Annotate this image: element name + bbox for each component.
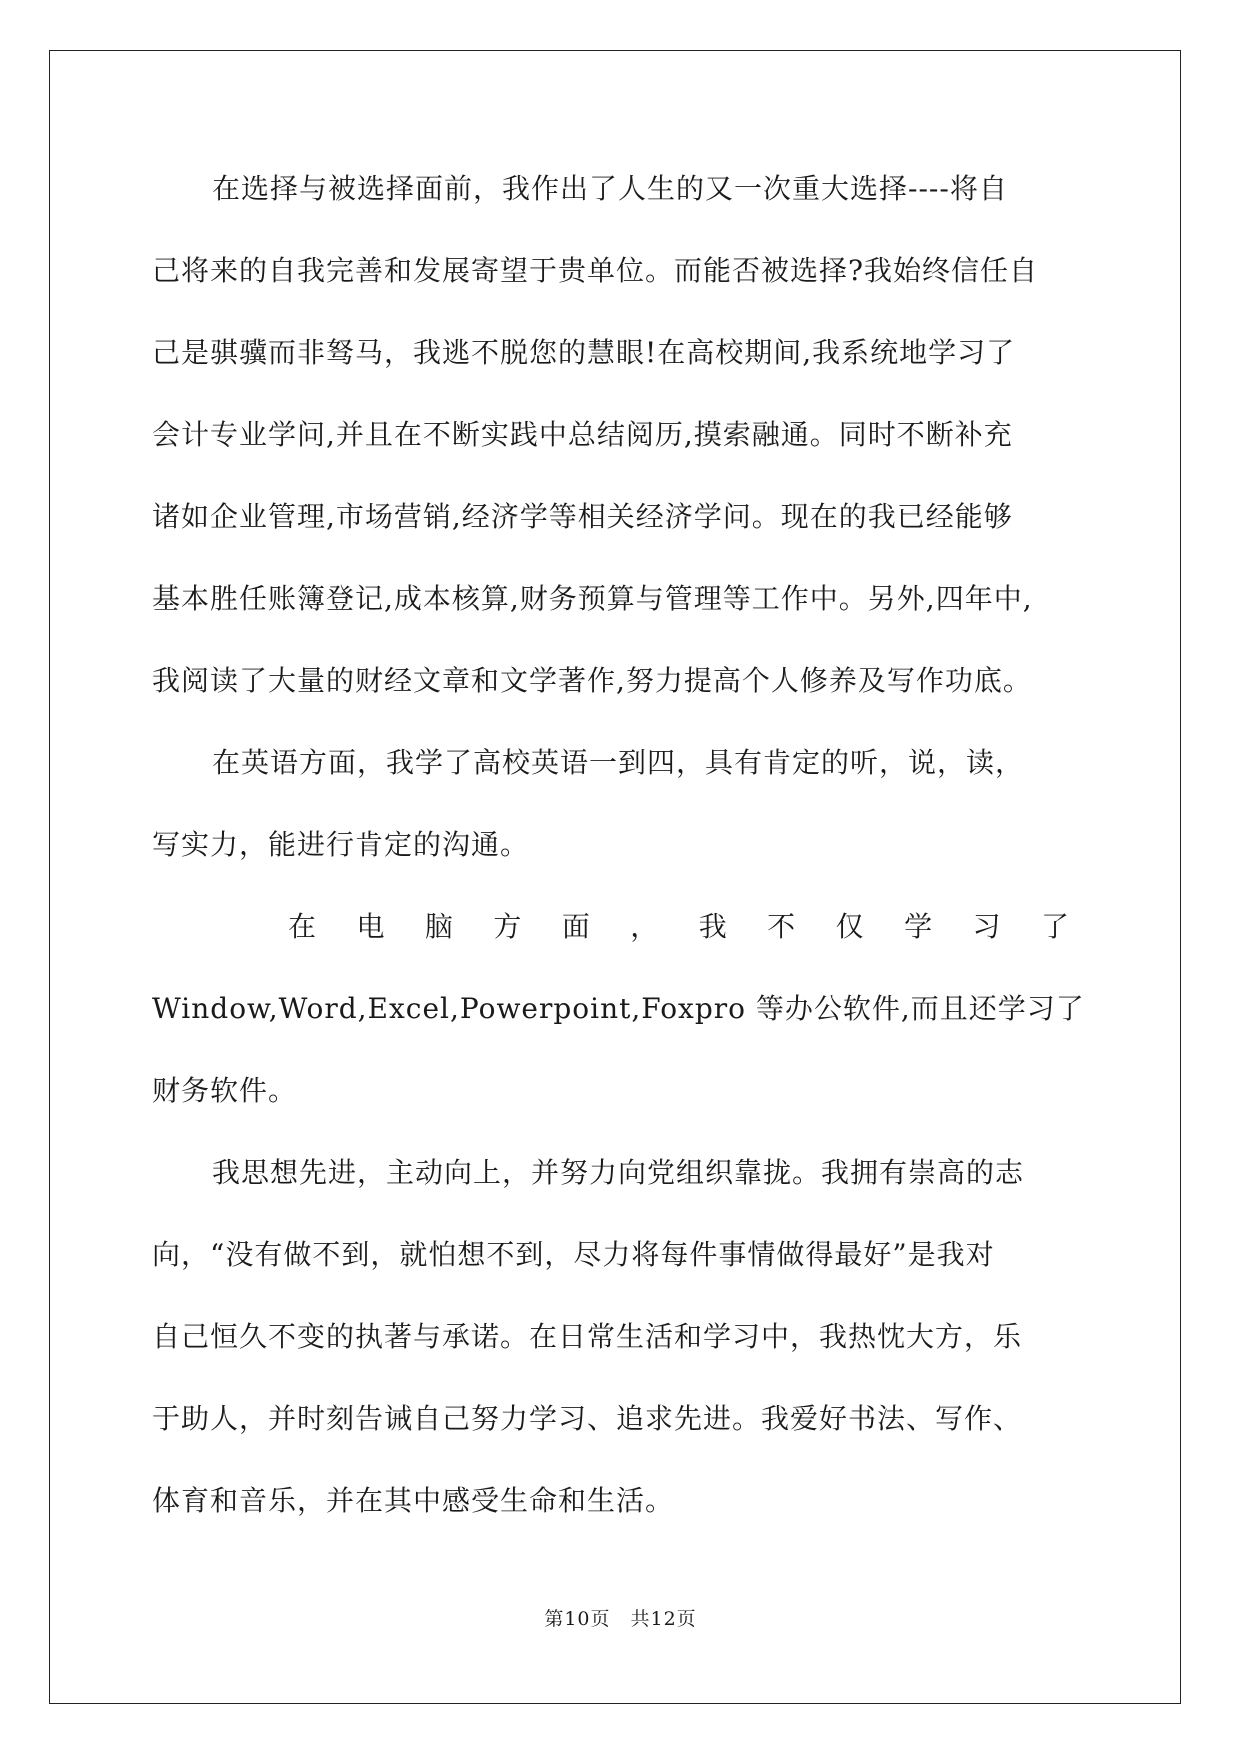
- char: 我: [698, 910, 728, 943]
- char: 在: [288, 910, 318, 943]
- document-body: [152, 164, 1085, 1558]
- text-line: 财务软件。: [152, 1074, 298, 1107]
- text-line: 基本胜任账簿登记,成本核算,财务预算与管理等工作中。另外,四年中,: [152, 582, 1033, 615]
- text-line: 己将来的自我完善和发展寄望于贵单位。而能否被选择?我始终信任自: [152, 254, 1039, 287]
- justified-line: [152, 902, 1082, 984]
- text-line: 于助人，并时刻告诫自己努力学习、追求先进。我爱好书法、写作、: [152, 1402, 1023, 1435]
- char: 不: [767, 910, 797, 943]
- text-line: 向，“没有做不到，就怕想不到，尽力将每件事情做得最好”是我对: [152, 1238, 995, 1271]
- text-line: 己是骐骥而非驽马，我逃不脱您的慧眼!在高校期间,我系统地学习了: [152, 336, 1016, 369]
- text-line: 自己恒久不变的执著与承诺。在日常生活和学习中，我热忱大方，乐: [152, 1320, 1023, 1353]
- text-line: 写实力，能进行肯定的沟通。: [152, 828, 530, 861]
- char: ，: [630, 910, 660, 943]
- text-line: 我阅读了大量的财经文章和文学著作,努力提高个人修养及写作功底。: [152, 664, 1032, 697]
- text-line: 在选择与被选择面前，我作出了人生的又一次重大选择----将自: [212, 172, 1008, 205]
- char: 学: [904, 910, 934, 943]
- char: 仅: [835, 910, 865, 943]
- char: 电: [356, 910, 386, 943]
- char: 方: [493, 910, 523, 943]
- text-line: 在英语方面，我学了高校英语一到四，具有肯定的听，说，读，: [212, 746, 1025, 779]
- page-footer: 第10页 共12页: [544, 1608, 697, 1630]
- text-line: Window,Word,Excel,Powerpoint,Foxpro 等办公软件,而且还学习了: [152, 992, 1085, 1025]
- text-line: 我思想先进，主动向上，并努力向党组织靠拢。我拥有崇高的志: [212, 1156, 1025, 1189]
- char: 面: [561, 910, 591, 943]
- text-line: 会计专业学问,并且在不断实践中总结阅历,摸索融通。同时不断补充: [152, 418, 1013, 451]
- char: 脑: [424, 910, 454, 943]
- text-line: 诸如企业管理,市场营销,经济学等相关经济学问。现在的我已经能够: [152, 500, 1013, 533]
- char: 习: [972, 910, 1002, 943]
- text-line: 体育和音乐，并在其中感受生命和生活。: [152, 1484, 675, 1517]
- char: 了: [1040, 910, 1070, 943]
